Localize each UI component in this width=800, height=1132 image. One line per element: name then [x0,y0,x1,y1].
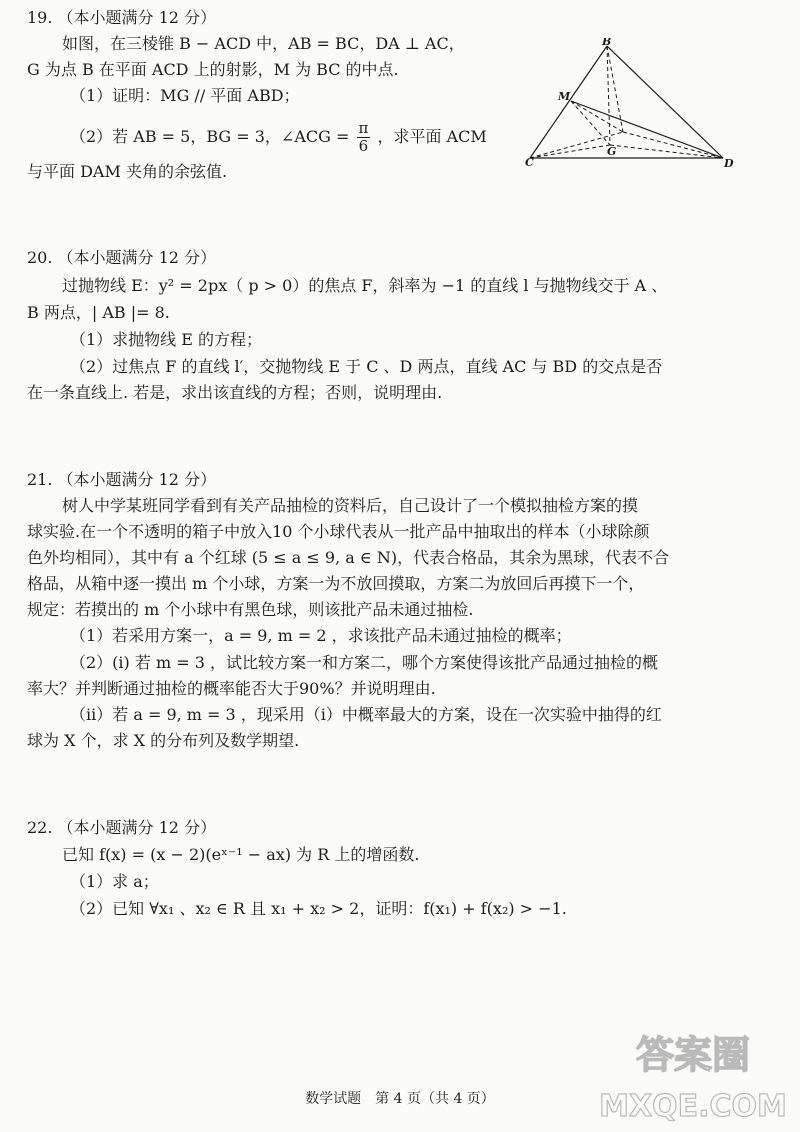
pi-over-6-fraction [357,120,371,155]
question-20-line-1: 过抛物线 E：y² = 2px（ p > 0）的焦点 F，斜率为 −1 的直线 l 与抛物线交于 A 、 [62,276,668,295]
segment-MA [571,101,623,132]
question-19-part-2 [70,120,487,155]
tetrahedron-figure [525,38,745,173]
watermark-top-text: 答案圈 [635,1033,751,1077]
question-20-part-2-cont: 在一条直线上. 若是，求出该直线的方程；否则，说明理由. [27,383,443,402]
label-C: C [525,156,534,169]
label-B: B [602,38,612,48]
label-D: D [724,157,734,170]
question-22-header: 22. （本小题满分 12 分） [27,818,217,837]
question-19-header: 19. （本小题满分 12 分） [27,8,217,27]
question-21-line-1: 树人中学某班同学看到有关产品抽检的资料后，自己设计了一个模拟抽检方案的摸 [62,496,639,515]
question-19-part-2-text: （2）若 AB = 5，BG = 3，∠ACG = [70,127,350,146]
question-21-line-3: 色外均相同），其中有 a 个红球 (5 ≤ a ≤ 9, a ∈ N)，代表合格品，其余为黑球，代表不合 [27,548,670,567]
question-22-part-1: （1）求 a； [70,872,159,891]
question-20-part-2: （2）过焦点 F 的直线 l′，交抛物线 E 于 C 、D 两点，直线 AC 与 BD 的交点是否 [70,357,663,376]
question-20-line-2: B 两点，| AB |= 8. [27,303,170,322]
question-21-part-2: （2）(i) 若 m = 3 ，试比较方案一和方案二，哪个方案使得该批产品通过抽检的概 [70,653,658,672]
question-19-part-1: （1）证明：MG // 平面 ABD； [70,86,300,105]
fraction-denominator: 6 [358,137,369,155]
question-22-line-1: 已知 f(x) = (x − 2)(eˣ⁻¹ − ax) 为 R 上的增函数. [62,845,420,864]
label-G: G [607,145,617,158]
segment-CG [530,145,610,158]
question-21-part-3: （ii）若 a = 9, m = 3 ，现采用（i）中概率最大的方案，设在一次实验中抽得的红 [70,705,662,724]
question-22-part-2: （2）已知 ∀x₁ 、x₂ ∈ R 且 x₁ + x₂ > 2，证明：f(x₁) + f(x₂) > −1. [70,899,567,918]
label-M: M [558,90,571,103]
question-19-line-end: 与平面 DAM 夹角的余弦值. [27,162,228,181]
edge-BD [607,46,723,158]
question-21-part-1: （1）若采用方案一，a = 9, m = 2 ，求该批产品未通过抽检的概率； [70,626,572,645]
fraction-numerator: π [358,119,369,137]
question-21-line-2: 球实验.在一个不透明的箱子中放入10 个小球代表从一批产品中抽取出的样本（小球除颜 [27,522,650,541]
watermark-logo [598,1020,788,1130]
watermark-bottom-text: MXQE.COM [599,1089,787,1124]
segment-MG [571,101,610,145]
question-19-line-1: 如图，在三棱锥 B − ACD 中，AB = BC，DA ⊥ AC， [62,34,465,53]
question-20-header: 20. （本小题满分 12 分） [27,248,217,267]
page-footer: 数学试题 第 4 页（共 4 页） [305,1091,495,1107]
question-21-part-3-cont: 球为 X 个，求 X 的分布列及数学期望. [27,731,300,750]
question-20-part-1: （1）求抛物线 E 的方程； [70,330,263,349]
question-21-part-2-cont: 率大？并判断通过抽检的概率能否大于90%？并说明理由. [27,679,436,698]
question-21-header: 21. （本小题满分 12 分） [27,470,217,489]
segment-AD [623,132,723,158]
question-21-line-5: 规定：若摸出的 m 个小球中有黑色球，则该批产品未通过抽检. [27,600,474,619]
question-19-line-2: G 为点 B 在平面 ACD 上的射影，M 为 BC 的中点. [27,60,399,79]
question-21-line-4: 格品，从箱中逐一摸出 m 个小球，方案一为不放回摸取，方案二为放回后再摸下一个， [27,574,645,593]
question-19-part-2-tail: ，求平面 ACM [377,127,487,146]
